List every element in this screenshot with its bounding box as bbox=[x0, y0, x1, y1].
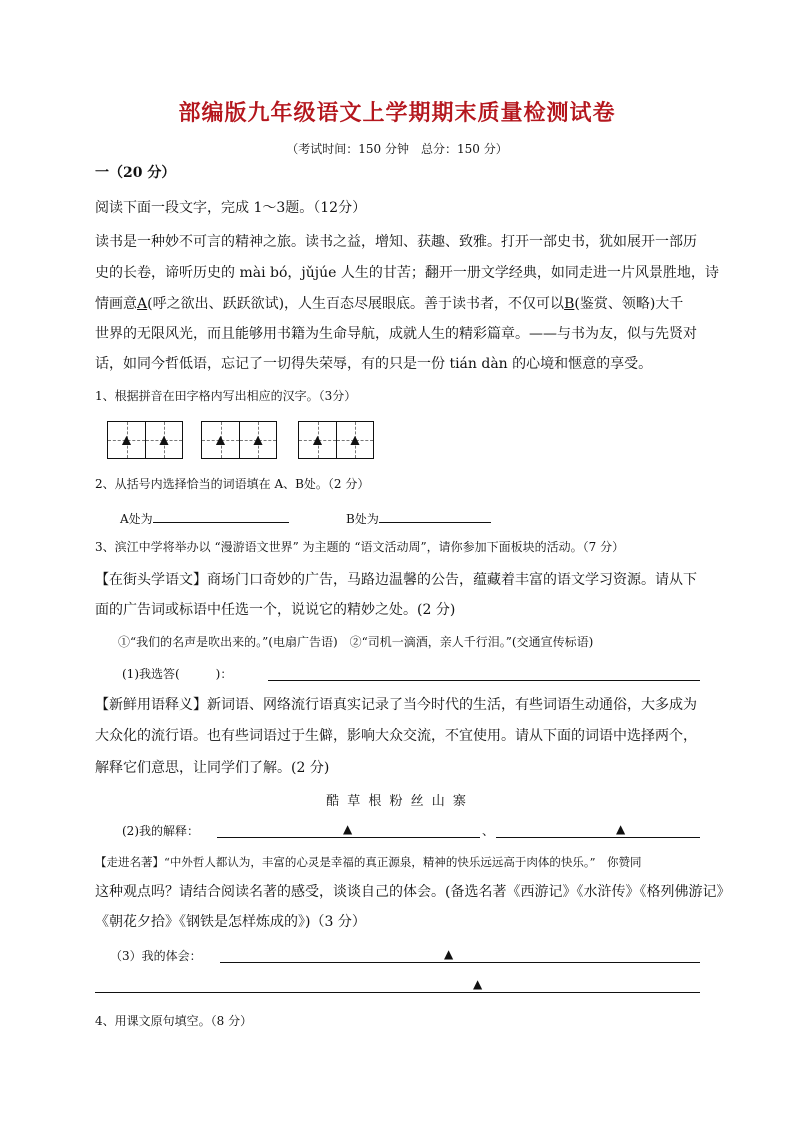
section-heading: 一（20 分） bbox=[95, 165, 176, 181]
page-subtitle: （考试时间：150 分钟 总分：150 分） bbox=[286, 142, 508, 156]
triangle-marker: ▲ bbox=[350, 432, 360, 447]
answer-a-row bbox=[120, 507, 289, 529]
word-list: 酷 草 根 粉 丝 山 寨 bbox=[326, 794, 468, 809]
street-chinese-line-2: 面的广告词或标语中任选一个，说说它的精妙之处。(2 分) bbox=[95, 602, 456, 618]
tianzige-cell[interactable] bbox=[336, 422, 373, 458]
experience-answer-line-1[interactable] bbox=[220, 962, 700, 963]
triangle-marker: ▲ bbox=[312, 432, 323, 447]
triangle-marker: ▲ bbox=[215, 432, 226, 447]
reading-line-4: 世界的无限风光，而且能够用书籍为生命导航，成就人生的精彩篇章。——与书为友，似与先贤对 bbox=[95, 326, 697, 342]
tianzige-cell[interactable] bbox=[202, 422, 239, 458]
triangle-marker: ▲ bbox=[121, 432, 132, 447]
slogan-options: ①“我们的名声是吹出来的。”(电扇广告语) ②“司机一滴酒，亲人千行泪。”(交通宣传标语) bbox=[118, 635, 594, 649]
question-4: 4、用课文原句填空。（8 分） bbox=[95, 1014, 253, 1028]
answer-b-row bbox=[346, 507, 491, 529]
tianzige-cell[interactable] bbox=[108, 422, 145, 458]
explain-label: (2)我的解释： bbox=[122, 824, 199, 838]
tianzige-cell[interactable] bbox=[145, 422, 182, 458]
reading-line-3 bbox=[95, 294, 705, 314]
new-words-line-3: 解释它们意思，让同学们了解。(2 分) bbox=[95, 760, 330, 776]
page-title: 部编版九年级语文上学期期末质量检测试卷 bbox=[178, 101, 616, 126]
choice-answer-line[interactable] bbox=[268, 680, 700, 681]
new-words-line-2: 大众化的流行语。也有些词语过于生僻，影响大众交流，不宜使用。请从下面的词语中选择两个， bbox=[95, 728, 697, 744]
classics-line-3: 《朝花夕拾》《钢铁是怎样炼成的》)（3 分） bbox=[95, 914, 366, 930]
explain-separator: 、 bbox=[482, 824, 495, 838]
reading-line-2: 史的长卷，谛听历史的 mài bó，jǔjúe 人生的甘苦；翻开一册文学经典，如同走进一片风景胜地，诗 bbox=[95, 265, 719, 281]
triangle-marker: ▲ bbox=[343, 822, 353, 836]
triangle-marker: ▲ bbox=[159, 432, 169, 447]
answer-a-blank[interactable] bbox=[153, 507, 289, 523]
reading-line-3-c: (鉴赏、领略)大千 bbox=[574, 296, 684, 312]
reading-line-1: 读书是一种妙不可言的精神之旅。读书之益，增知、获趣、致雅。打开一部史书，犹如展开一部历 bbox=[95, 234, 697, 250]
answer-b-blank[interactable] bbox=[379, 507, 491, 523]
answer-a-label: A处为 bbox=[120, 512, 153, 526]
triangle-marker: ▲ bbox=[473, 977, 483, 991]
reading-line-5: 话，如同今哲低语，忘记了一切得失荣辱，有的只是一份 tián dàn 的心境和惬意的享受。 bbox=[95, 356, 653, 372]
tianzige-group-2[interactable] bbox=[201, 421, 277, 459]
street-chinese-line-1: 【在街头学语文】商场门口奇妙的广告，马路边温馨的公告，蕴藏着丰富的语文学习资源。请从下 bbox=[95, 572, 697, 588]
question-2: 2、从括号内选择恰当的词语填在 A、B处。（2 分） bbox=[95, 477, 370, 491]
classics-line-2: 这种观点吗？请结合阅读名著的感受，谈谈自己的体会。(备选名著《西游记》《水浒传》《格列佛游记》 bbox=[95, 884, 731, 900]
new-words-line-1: 【新鲜用语释义】新词语、网络流行语真实记录了当今时代的生活，有些词语生动通俗，大多成为 bbox=[95, 697, 697, 713]
reading-intro: 阅读下面一段文字，完成 1～3题。（12分） bbox=[95, 200, 367, 216]
reading-line-3-b: (呼之欲出、跃跃欲试)，人生百态尽展眼底。善于读书者，不仅可以 bbox=[147, 296, 565, 312]
triangle-marker: ▲ bbox=[444, 947, 454, 961]
explain-answer-line-2[interactable] bbox=[496, 837, 700, 838]
tianzige-cell[interactable] bbox=[299, 422, 336, 458]
classics-line-1: 【走进名著】“中外哲人都认为，丰富的心灵是幸福的真正源泉，精神的快乐远远高于肉体的快乐。” 你赞同 bbox=[95, 855, 642, 869]
blank-b-mark: B bbox=[564, 296, 575, 312]
tianzige-group-1[interactable] bbox=[107, 421, 183, 459]
triangle-marker: ▲ bbox=[616, 822, 626, 836]
question-3: 3、滨江中学将举办以 “漫游语文世界” 为主题的 “语文活动周”，请你参加下面板块的活动。（7 分） bbox=[95, 540, 625, 554]
tianzige-group-3[interactable] bbox=[298, 421, 374, 459]
answer-b-label: B处为 bbox=[346, 512, 379, 526]
reading-line-3-a: 情画意 bbox=[95, 296, 137, 312]
triangle-marker: ▲ bbox=[253, 432, 263, 447]
tianzige-cell[interactable] bbox=[239, 422, 276, 458]
experience-answer-line-2[interactable] bbox=[95, 992, 700, 993]
choice-label: (1)我选答( )： bbox=[122, 667, 233, 681]
experience-label: （3）我的体会： bbox=[110, 949, 202, 963]
blank-a-mark: A bbox=[137, 296, 148, 312]
question-1: 1、根据拼音在田字格内写出相应的汉字。（3分） bbox=[95, 389, 357, 403]
